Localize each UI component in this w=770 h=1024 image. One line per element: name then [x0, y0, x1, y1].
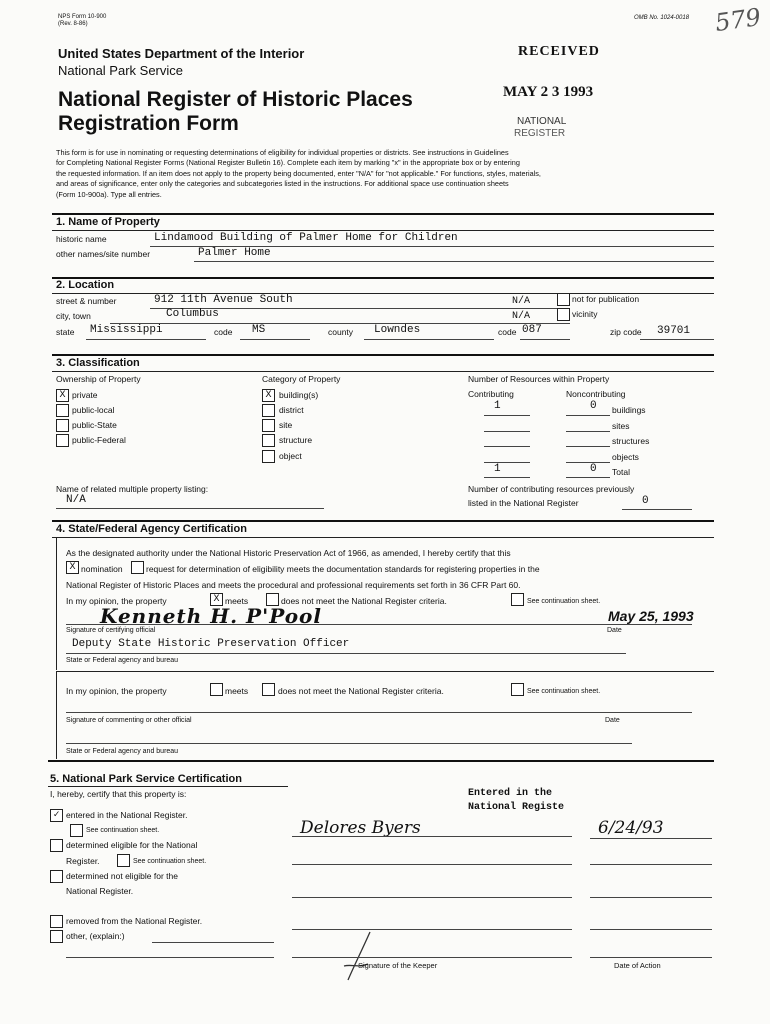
resource-underline — [484, 462, 530, 463]
category-site-checkbox[interactable] — [262, 419, 275, 432]
nps-cert-intro: I, hereby, certify that this property is: — [50, 789, 187, 799]
continuation-sheet2-checkbox[interactable] — [511, 683, 524, 696]
meets-checkbox[interactable]: X — [210, 593, 223, 606]
resource-buildings-noncontributing[interactable]: 0 — [590, 400, 597, 412]
form-number: NPS Form 10-900 — [58, 14, 107, 20]
category-object-label: object — [279, 451, 302, 461]
blank-date-line — [590, 929, 712, 930]
noncontributing-header: Noncontributing — [566, 389, 626, 399]
continuation-sheet-label: See continuation sheet. — [527, 598, 601, 605]
county-value[interactable]: Lowndes — [374, 324, 421, 336]
category-building-label: building(s) — [279, 390, 319, 400]
certifying-official-title[interactable]: Deputy State Historic Preservation Officer — [72, 638, 350, 650]
street-value[interactable]: 912 11th Avenue South — [154, 294, 293, 306]
resource-structures-label: structures — [612, 436, 650, 446]
other-explain-line2 — [66, 957, 274, 958]
section3-rule — [52, 371, 714, 372]
category-district-label: district — [279, 405, 304, 415]
determined-eligible-label2: Register. — [66, 856, 100, 866]
section-divider — [52, 213, 714, 215]
date-of-action-label: Date of Action — [614, 961, 661, 970]
department-name: United States Department of the Interior — [58, 46, 305, 61]
county-underline — [364, 339, 494, 340]
other-explain-line — [152, 942, 274, 943]
ownership-public-state-label: public-State — [72, 420, 117, 430]
certifying-date: May 25, 1993 — [608, 608, 694, 624]
resource-underline — [566, 446, 610, 447]
comment-box-left-edge — [56, 671, 57, 759]
ownership-heading: Ownership of Property — [56, 374, 141, 384]
comment-date-label: Date — [605, 717, 620, 724]
city-value[interactable]: Columbus — [166, 308, 219, 320]
category-structure-label: structure — [279, 435, 313, 445]
section-divider — [52, 354, 714, 356]
historic-name-label: historic name — [56, 234, 107, 244]
vicinity-label: vicinity — [572, 309, 598, 319]
ownership-private-label: private — [72, 390, 98, 400]
keeper-signature: Delores Byers — [300, 818, 421, 838]
received-stamp-line1: NATIONAL — [517, 116, 567, 127]
continuation-sheet2-label: See continuation sheet. — [527, 688, 601, 695]
blank-signature-line — [292, 929, 572, 930]
received-stamp-line2: REGISTER — [514, 128, 566, 139]
corner-handwritten-number: 579 — [713, 2, 763, 38]
previous-listed-value[interactable]: 0 — [642, 495, 649, 507]
category-district-checkbox[interactable] — [262, 404, 275, 417]
cert-box-divider — [56, 671, 714, 672]
resource-underline — [566, 431, 610, 432]
resource-objects-label: objects — [612, 452, 639, 462]
received-stamp-date: MAY 2 3 1993 — [503, 84, 594, 100]
determined-not-eligible-checkbox[interactable] — [50, 870, 63, 883]
determined-not-eligible-label2: National Register. — [66, 886, 134, 896]
determined-eligible-checkbox[interactable] — [50, 839, 63, 852]
section1-heading: 1. Name of Property — [56, 216, 160, 228]
resource-underline — [484, 477, 530, 478]
cert-box-left-edge — [56, 538, 57, 670]
resource-total-noncontributing[interactable]: 0 — [590, 463, 597, 475]
previous-listed-underline — [622, 509, 692, 510]
section5-rule — [48, 786, 288, 787]
cert-line2: request for determination of eligibility meets the documentation standards for registering properties in the — [146, 564, 540, 574]
entered-continuation-checkbox[interactable] — [70, 824, 83, 837]
date-of-action: 6/24/93 — [598, 818, 664, 838]
certifying-signature: Kenneth H. P'Pool — [100, 604, 322, 628]
section4-rule — [52, 537, 714, 538]
other-names-underline — [194, 261, 714, 262]
resource-total-contributing[interactable]: 1 — [494, 463, 501, 475]
resource-sites-label: sites — [612, 421, 630, 431]
instructions-line: for Completing National Register Forms (National Register Bulletin 16). Complete each item by marking "x" in the appropriate box or by entering — [56, 158, 520, 168]
received-stamp: RECEIVED — [518, 44, 600, 59]
determined-not-eligible-label1: determined not eligible for the — [66, 871, 178, 881]
keeper-final-signature-line — [292, 957, 572, 958]
resource-underline — [484, 431, 530, 432]
keeper-signature-line — [292, 836, 572, 837]
page-title-line2: Registration Form — [58, 112, 239, 135]
resource-total-label: Total — [612, 467, 630, 477]
eligible-continuation-checkbox[interactable] — [117, 854, 130, 867]
blank-date-line — [590, 864, 712, 865]
section-divider — [52, 277, 714, 279]
meets-label: meets — [225, 596, 249, 606]
final-date-line — [590, 957, 712, 958]
certifying-signature-line — [66, 624, 692, 625]
resource-buildings-label: buildings — [612, 405, 646, 415]
instructions-line: the requested information. If an item does not apply to the property being documented, enter "N/A" for "not applicable." For functions, styles, materials, — [56, 168, 541, 178]
meets2-checkbox[interactable] — [210, 683, 223, 696]
city-label: city, town — [56, 311, 91, 321]
related-listing-label: Name of related multiple property listing: — [56, 484, 209, 494]
other-names-value[interactable]: Palmer Home — [198, 247, 271, 259]
agency2-label: State or Federal agency and bureau — [66, 748, 179, 755]
state-underline — [86, 339, 206, 340]
resource-underline — [566, 415, 610, 416]
previous-listed-label2: listed in the National Register — [468, 498, 579, 508]
instructions-paragraph — [56, 148, 541, 200]
state-code-value[interactable]: MS — [252, 324, 266, 336]
agency-label: State or Federal agency and bureau — [66, 657, 179, 664]
blank-signature-line — [292, 897, 572, 898]
county-code-value[interactable]: 087 — [522, 324, 542, 336]
related-listing-underline — [56, 508, 324, 509]
resource-underline — [566, 477, 610, 478]
section-divider — [48, 760, 714, 762]
date-of-action-line — [590, 838, 712, 839]
nomination-checkbox[interactable]: X — [66, 561, 79, 574]
street-label: street & number — [56, 296, 117, 306]
section3-heading: 3. Classification — [56, 357, 140, 369]
signature-of-keeper-label: Signature of the Keeper — [358, 961, 438, 970]
zip-label: zip code — [610, 327, 642, 337]
section1-rule — [52, 230, 714, 231]
section5-heading: 5. National Park Service Certification — [50, 773, 242, 785]
request-determination-checkbox[interactable] — [131, 561, 144, 574]
resource-buildings-contributing[interactable]: 1 — [494, 400, 501, 412]
not-for-publication-label: not for publication — [572, 294, 640, 304]
meets2-label: meets — [225, 686, 249, 696]
county-code-underline — [520, 339, 570, 340]
removed-label: removed from the National Register. — [66, 916, 203, 926]
not-for-publication-na: N/A — [512, 296, 531, 307]
ownership-public-federal-checkbox[interactable] — [56, 434, 69, 447]
zip-underline — [640, 339, 714, 340]
section-divider — [52, 520, 714, 522]
category-heading: Category of Property — [262, 374, 341, 384]
ownership-public-local-label: public-local — [72, 405, 115, 415]
entered-stamp-line2: National Registe — [468, 802, 565, 813]
blank-date-line — [590, 897, 712, 898]
entered-stamp-line1: Entered in the — [468, 788, 553, 799]
instructions-line: (Form 10-900a). Type all entries. — [56, 189, 162, 199]
related-listing-value[interactable]: N/A — [66, 494, 86, 506]
category-structure-checkbox[interactable] — [262, 434, 275, 447]
nomination-label: nomination — [81, 564, 123, 574]
opinion-label: In my opinion, the property — [66, 596, 167, 606]
form-revision: (Rev. 8-86) — [58, 21, 88, 27]
contributing-header: Contributing — [468, 389, 514, 399]
ownership-public-local-checkbox[interactable] — [56, 404, 69, 417]
determined-eligible-label1: determined eligible for the National — [66, 840, 198, 850]
category-building-checkbox[interactable]: X — [262, 389, 275, 402]
ownership-public-state-checkbox[interactable] — [56, 419, 69, 432]
state-value[interactable]: Mississippi — [90, 324, 163, 336]
other-label: other, (explain:) — [66, 931, 125, 941]
state-label: state — [56, 327, 75, 337]
removed-checkbox[interactable] — [50, 915, 63, 928]
section4-heading: 4. State/Federal Agency Certification — [56, 523, 247, 535]
other-names-label: other names/site number — [56, 249, 151, 259]
ownership-public-federal-label: public-Federal — [72, 435, 126, 445]
vicinity-checkbox[interactable] — [557, 308, 570, 321]
omb-number: OMB No. 1024-0018 — [634, 15, 690, 21]
cert-line1: As the designated authority under the National Historic Preservation Act of 1966, as amended, I hereby certify that this — [66, 548, 511, 558]
agency2-line — [66, 743, 632, 744]
certifying-date-label: Date — [607, 627, 622, 634]
not-for-publication-checkbox[interactable] — [557, 293, 570, 306]
resources-heading: Number of Resources within Property — [468, 374, 610, 384]
zip-value[interactable]: 39701 — [657, 325, 691, 337]
county-label: county — [328, 327, 354, 337]
continuation-sheet-checkbox[interactable] — [511, 593, 524, 606]
entered-continuation-label: See continuation sheet. — [86, 827, 160, 834]
city-underline — [110, 323, 570, 324]
page-title-line1: National Register of Historic Places — [58, 88, 413, 111]
cert-line3: National Register of Historic Places and meets the procedural and professional requirements set forth in 36 CFR Part 60. — [66, 580, 521, 590]
comment-signature-label: Signature of commenting or other official — [66, 717, 192, 724]
county-code-label: code — [498, 327, 517, 337]
resource-underline — [566, 462, 610, 463]
state-code-underline — [240, 339, 310, 340]
instructions-line: This form is for use in nominating or requesting determinations of eligibility for individual properties or districts. See instructions in Guidelines — [56, 148, 509, 157]
vicinity-na: N/A — [512, 311, 531, 322]
entered-label: entered in the National Register. — [66, 810, 188, 820]
does-not-meet-label: does not meet the National Register criteria. — [281, 596, 447, 606]
resource-underline — [484, 446, 530, 447]
ownership-private-checkbox[interactable]: X — [56, 389, 69, 402]
category-object-checkbox[interactable] — [262, 450, 275, 463]
certifying-signature-label: Signature of certifying official — [66, 627, 156, 634]
agency-line — [66, 653, 626, 654]
does-not-meet2-checkbox[interactable] — [262, 683, 275, 696]
blank-signature-line — [292, 864, 572, 865]
state-code-label: code — [214, 327, 233, 337]
opinion2-label: In my opinion, the property — [66, 686, 167, 696]
instructions-line: and areas of significance, enter only the categories and subcategories listed in the instructions. For additional space use continuation sheets — [56, 179, 509, 189]
eligible-continuation-label: See continuation sheet. — [133, 858, 207, 865]
entered-checkbox[interactable]: ✓ — [50, 809, 63, 822]
comment-signature-line — [66, 712, 692, 713]
resource-underline — [484, 415, 530, 416]
keeper-initial-scrawl — [340, 930, 380, 990]
other-checkbox[interactable] — [50, 930, 63, 943]
does-not-meet2-label: does not meet the National Register criteria. — [278, 686, 444, 696]
previous-listed-label1: Number of contributing resources previously — [468, 484, 635, 494]
category-site-label: site — [279, 420, 293, 430]
section2-heading: 2. Location — [56, 279, 115, 291]
historic-name-value[interactable]: Lindamood Building of Palmer Home for Children — [154, 232, 458, 244]
service-name: National Park Service — [58, 63, 183, 78]
